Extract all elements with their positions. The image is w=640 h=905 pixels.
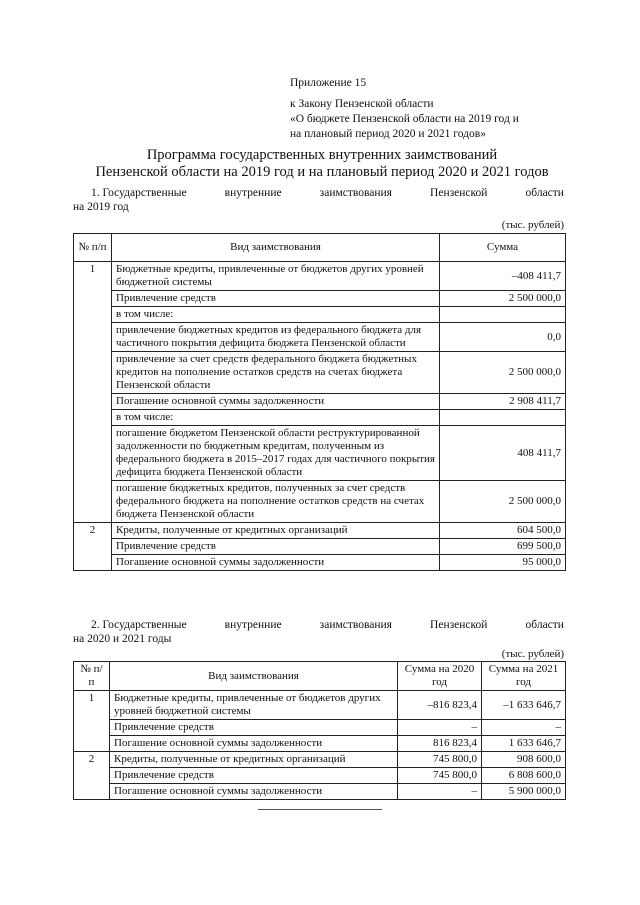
title-line-2: Пензенской области на 2019 год и на плановый период 2020 и 2021 годов: [95, 164, 549, 180]
row-num: 2: [74, 752, 110, 768]
section2-units: (тыс. рублей): [501, 648, 564, 660]
table-row: [74, 768, 566, 784]
row-kind: погашение бюджетных кредитов, полученных за счет средств федерального бюджета на пополнение остатков средств на счетах бюджета Пензенской области: [112, 481, 440, 523]
section2-heading: [73, 618, 564, 646]
row-sum-2020: –: [398, 720, 482, 736]
table-row: [74, 736, 566, 752]
footer-divider: [258, 809, 382, 810]
appendix-law-ref: к Закону Пензенской области: [290, 98, 434, 110]
row-num: [74, 768, 110, 784]
s2-header-sum-2020: Сумма на 2020 год: [398, 662, 482, 691]
table-row: [74, 352, 566, 394]
appendix-law-title-2: на плановый период 2020 и 2021 годов»: [290, 128, 486, 140]
s2-header-sum-2021: Сумма на 2021 год: [482, 662, 566, 691]
row-kind: привлечение бюджетных кредитов из федерального бюджета для частичного покрытия дефицита бюджета Пензенской области: [112, 323, 440, 352]
table-row: [74, 307, 566, 323]
row-kind: Погашение основной суммы задолженности: [112, 555, 440, 571]
row-kind: Погашение основной суммы задолженности: [110, 784, 398, 800]
row-sum: 2 500 000,0: [440, 291, 566, 307]
table-row: [74, 291, 566, 307]
row-num: [74, 555, 112, 571]
row-sum-2020: 745 800,0: [398, 768, 482, 784]
row-kind: Погашение основной суммы задолженности: [112, 394, 440, 410]
row-sum: 2 500 000,0: [440, 352, 566, 394]
row-sum-2020: 816 823,4: [398, 736, 482, 752]
appendix-law-title-1: «О бюджете Пензенской области на 2019 год и: [290, 113, 519, 125]
row-kind: Привлечение средств: [110, 768, 398, 784]
appendix-block: [290, 76, 580, 142]
row-num: 1: [74, 262, 112, 291]
section1-units: (тыс. рублей): [501, 219, 564, 231]
row-num: [74, 784, 110, 800]
row-kind: Привлечение средств: [112, 539, 440, 555]
section2-heading-line2: на 2020 и 2021 годы: [73, 633, 172, 645]
s2-header-kind: Вид заимствования: [110, 662, 398, 691]
row-num: [74, 720, 110, 736]
row-kind: погашение бюджетом Пензенской области реструктурированной задолженности по бюджетным кредитам, полученным из федерального бюджета в 2015–2017 годах для частичного покрытия дефицита бюджета Пензенской области: [112, 426, 440, 481]
row-kind: Кредиты, полученные от кредитных организаций: [110, 752, 398, 768]
row-sum: 2 500 000,0: [440, 481, 566, 523]
table-row: [74, 523, 566, 539]
table-row: [74, 555, 566, 571]
row-kind: Привлечение средств: [110, 720, 398, 736]
table-row: [74, 784, 566, 800]
row-num: [74, 481, 112, 523]
section2-word-4: Пензенской: [430, 619, 488, 631]
table-row: [74, 262, 566, 291]
section2-word-3: заимствования: [319, 619, 392, 631]
table-row: [74, 752, 566, 768]
row-sum: [440, 307, 566, 323]
appendix-number: Приложение 15: [290, 77, 367, 89]
row-sum-2021: 1 633 646,7: [482, 736, 566, 752]
title-line-1: Программа государственных внутренних заимствований: [146, 147, 498, 163]
row-kind: Погашение основной суммы задолженности: [110, 736, 398, 752]
table-row: [74, 410, 566, 426]
row-sum: 604 500,0: [440, 523, 566, 539]
row-sum: –408 411,7: [440, 262, 566, 291]
section1-word-1: 1. Государственные: [91, 187, 187, 199]
section1-word-4: Пензенской: [430, 187, 488, 199]
document-title: [72, 147, 572, 181]
row-num: [74, 394, 112, 410]
section1-word-2: внутренние: [224, 187, 282, 199]
row-sum-2021: 6 808 600,0: [482, 768, 566, 784]
row-sum-2021: 5 900 000,0: [482, 784, 566, 800]
row-kind: Бюджетные кредиты, привлеченные от бюджетов других уровней бюджетной системы: [112, 262, 440, 291]
row-sum: 2 908 411,7: [440, 394, 566, 410]
row-num: [74, 410, 112, 426]
row-num: [74, 426, 112, 481]
table-row: [74, 426, 566, 481]
table-row: [74, 539, 566, 555]
table-row: [74, 720, 566, 736]
s1-header-num: № п/п: [74, 234, 112, 262]
row-kind: Кредиты, полученные от кредитных организаций: [112, 523, 440, 539]
row-sum-2020: 745 800,0: [398, 752, 482, 768]
section1-word-3: заимствования: [319, 187, 392, 199]
row-kind: привлечение за счет средств федерального бюджета бюджетных кредитов на пополнение остатков средств на счетах бюджета Пензенской области: [112, 352, 440, 394]
row-sum-2021: 908 600,0: [482, 752, 566, 768]
section1-heading-line2: на 2019 год: [73, 201, 129, 213]
section1-table: [73, 233, 566, 571]
row-num: 2: [74, 523, 112, 539]
row-num: 1: [74, 691, 110, 720]
table-row: [74, 323, 566, 352]
row-sum: 0,0: [440, 323, 566, 352]
table-row: [74, 394, 566, 410]
row-kind: в том числе:: [112, 307, 440, 323]
table-row: [74, 691, 566, 720]
row-num: [74, 291, 112, 307]
row-num: [74, 307, 112, 323]
row-sum: 95 000,0: [440, 555, 566, 571]
section1-heading: [73, 186, 564, 214]
section2-word-1: 2. Государственные: [91, 619, 187, 631]
row-sum: 699 500,0: [440, 539, 566, 555]
row-num: [74, 323, 112, 352]
row-sum: [440, 410, 566, 426]
s1-header-sum: Сумма: [440, 234, 566, 262]
row-sum-2020: –: [398, 784, 482, 800]
row-num: [74, 352, 112, 394]
row-sum-2020: –816 823,4: [398, 691, 482, 720]
row-kind: Привлечение средств: [112, 291, 440, 307]
row-sum-2021: –1 633 646,7: [482, 691, 566, 720]
row-sum-2021: –: [482, 720, 566, 736]
section2-word-5: области: [525, 619, 564, 631]
row-num: [74, 736, 110, 752]
table-row: [74, 481, 566, 523]
row-kind: Бюджетные кредиты, привлеченные от бюджетов других уровней бюджетной системы: [110, 691, 398, 720]
row-kind: в том числе:: [112, 410, 440, 426]
s1-header-kind: Вид заимствования: [112, 234, 440, 262]
section1-word-5: области: [525, 187, 564, 199]
section2-word-2: внутренние: [224, 619, 282, 631]
row-num: [74, 539, 112, 555]
row-sum: 408 411,7: [440, 426, 566, 481]
section2-table: [73, 661, 566, 800]
s2-header-num: № п/п: [74, 662, 110, 691]
